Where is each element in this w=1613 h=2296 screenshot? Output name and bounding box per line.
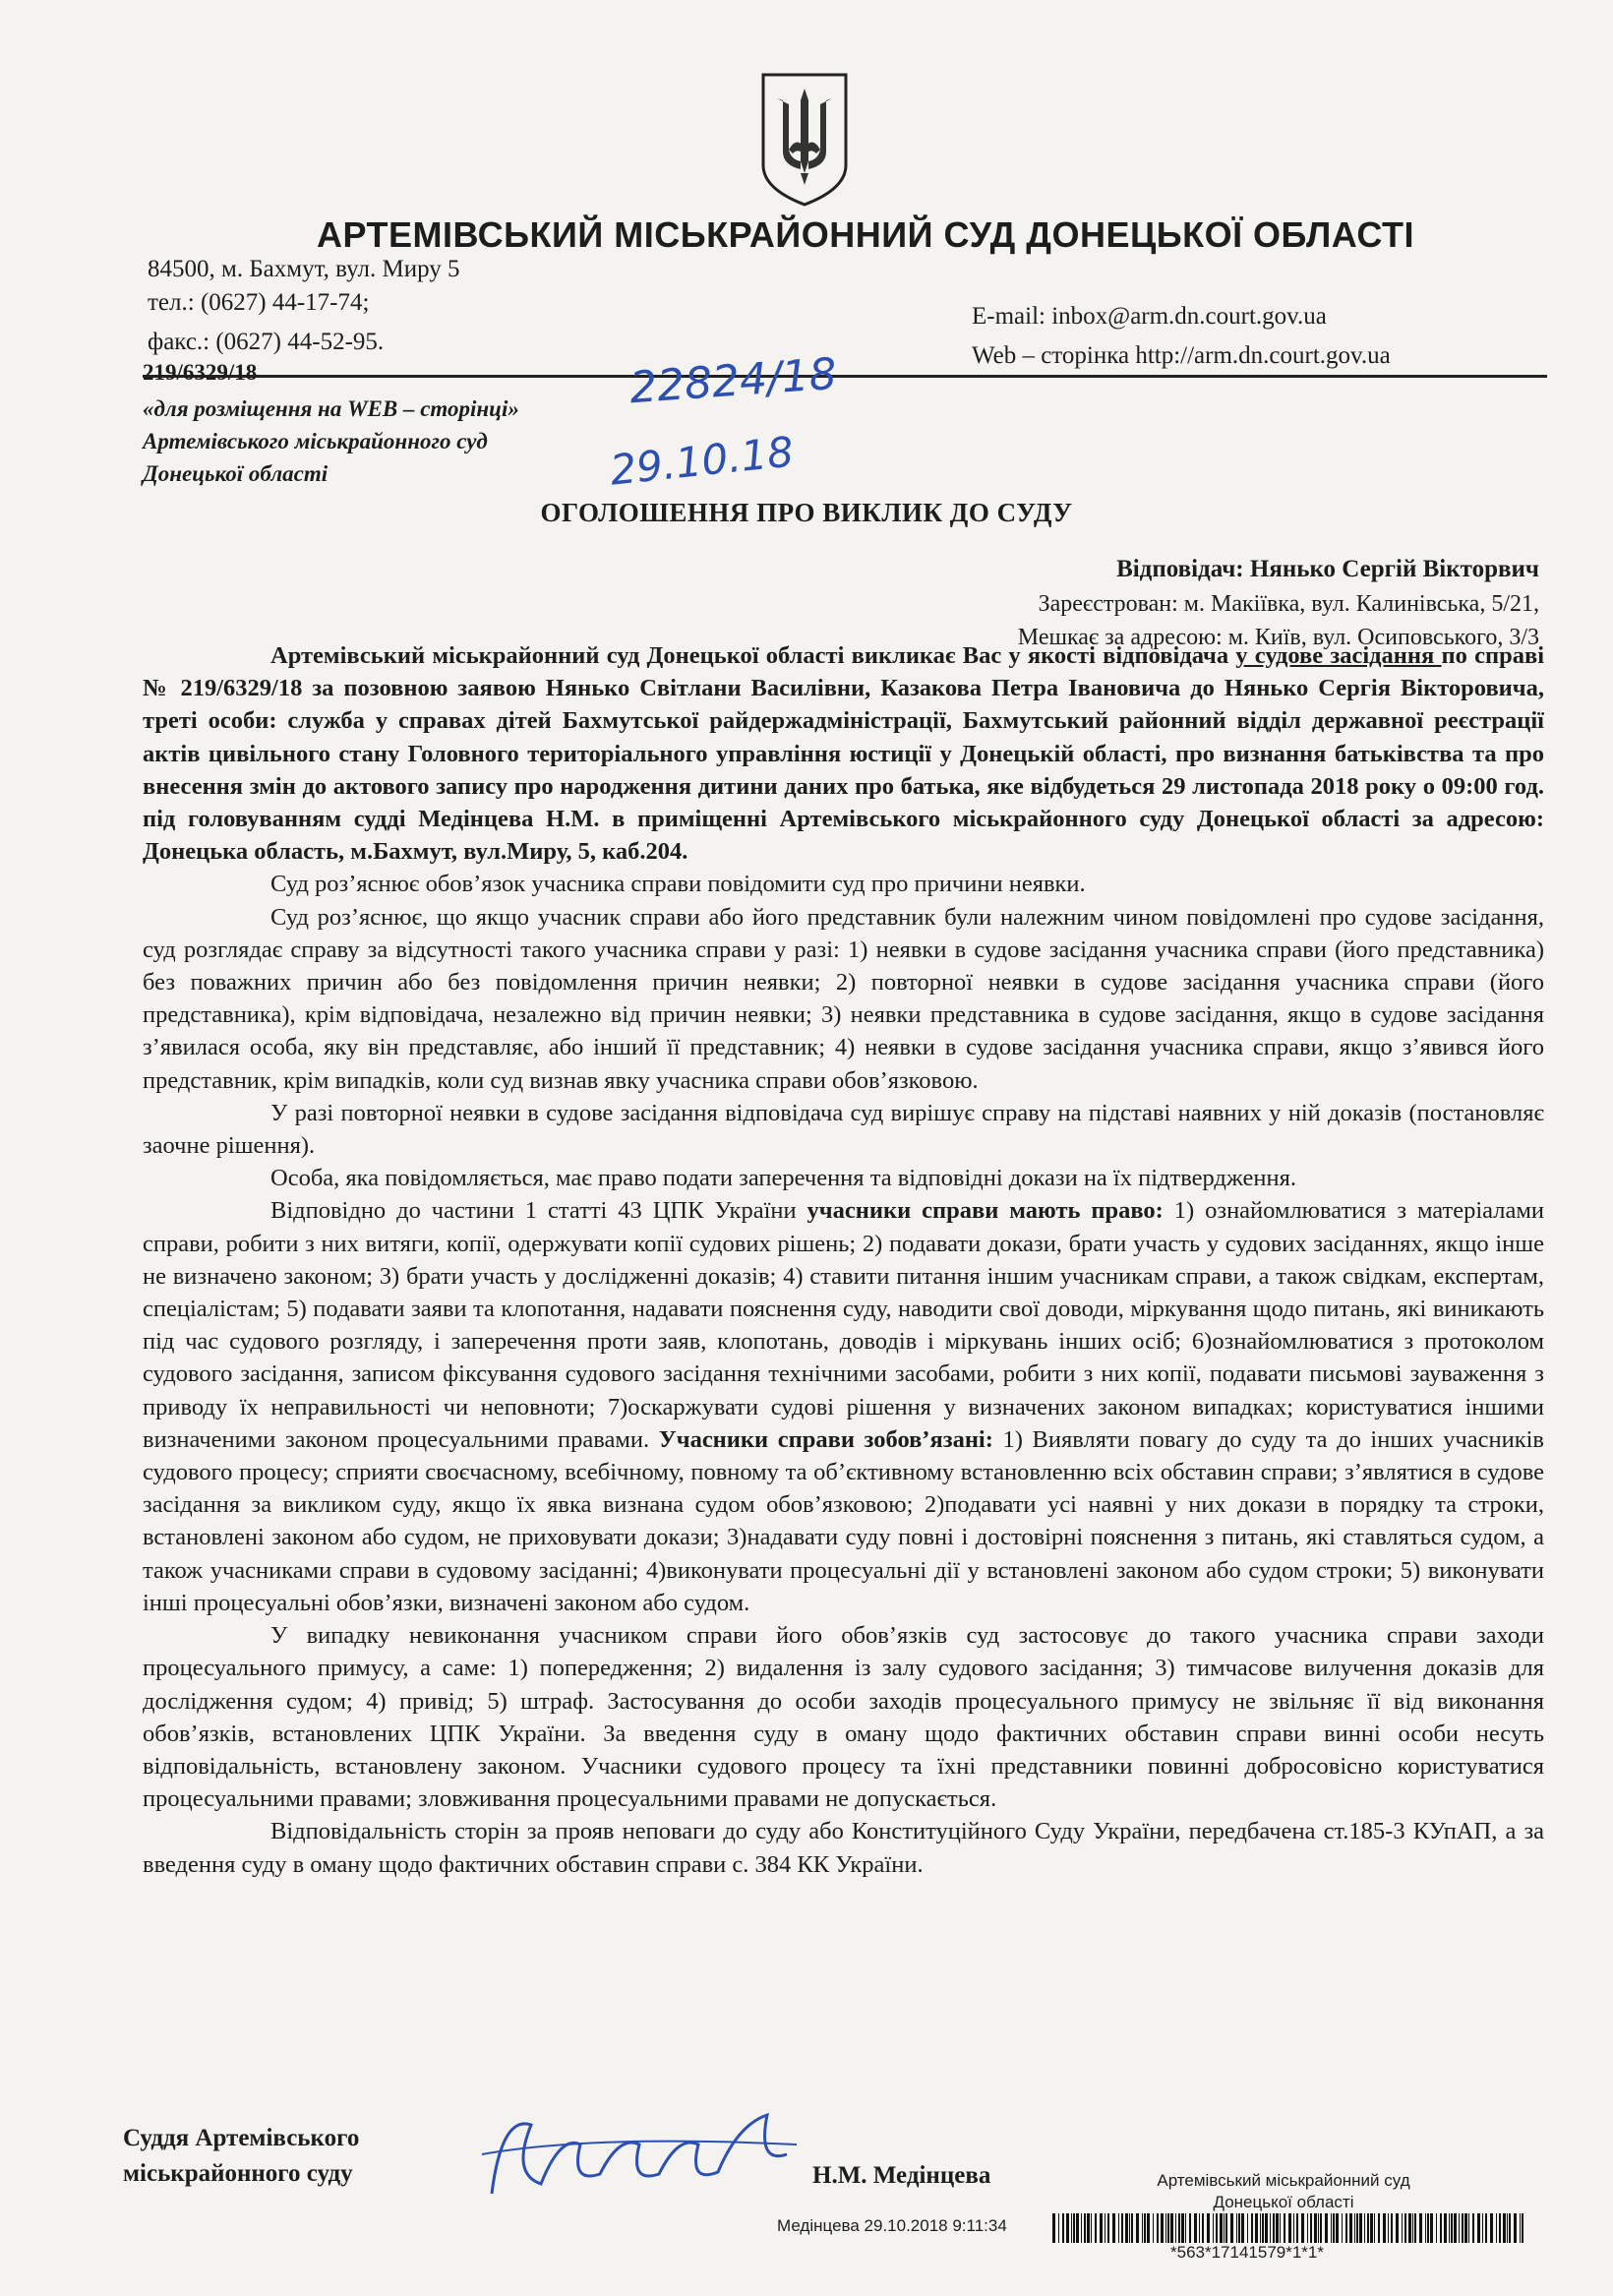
- barcode: [1052, 2213, 1524, 2243]
- electronic-stamp-court: Артемівський міськрайонний суд Донецької області: [1157, 2171, 1410, 2211]
- paragraph-liability: Відповідальність сторін за прояв неповаги до суду або Конституційного Суду України, передбачена ст.185-3 КУпАП, а за введення суду в оману щодо фактичних обставин справи с. 384 КК України.: [143, 1818, 1544, 1878]
- paragraph-absence-consequences: Суд роз’яснює, що якщо учасник справи або його представник були належним чином повідомлені про судове засідання, суд розглядає справу за відсутності такого учасника справи у разі: 1) неявки в судове засідання учасника справи (його представника) без поважних причин або без повідомлення причин неявки; 2) повторної неявки в судове засідання учасника справи (його представника), крім відповідача, незалежно від причин неявки; 3) неявки представника в судове засідання, якщо в судове засідання з’явилася особа, яку він представляє, або інший її представник; 4) неявки в судове засідання учасника справи, якщо з’явився його представник, крім випадків, коли суд визнав явку учасника справи обов’язковою.: [143, 903, 1544, 1094]
- paragraph-objection-right: Особа, яка повідомляється, має право подати заперечення та відповідні докази на їх підтвердження.: [270, 1165, 1296, 1192]
- defendant-name: Відповідач: Нянько Сергій Вікторвич: [1116, 556, 1539, 582]
- paragraph-repeated-absence: У разі повторної неявки в судове засідання відповідача суд вирішує справу на підставі наявних у ній доказів (постановляє заочне рішення).: [143, 1099, 1544, 1160]
- judge-name: Н.М. Медінцева: [812, 2162, 991, 2189]
- document-title: ОГОЛОШЕННЯ ПРО ВИКЛИК ДО СУДУ: [540, 498, 1073, 527]
- court-website: Web – сторінка http://arm.dn.court.gov.ua: [972, 342, 1391, 369]
- header-divider: [143, 375, 1547, 378]
- court-phone: тел.: (0627) 44-17-74;: [148, 289, 370, 316]
- court-title: АРТЕМІВСЬКИЙ МІСЬКРАЙОННИЙ СУД ДОНЕЦЬКОЇ ОБЛАСТІ: [317, 214, 1414, 255]
- barcode-number: *563*17141579*1*1*: [1170, 2243, 1324, 2262]
- electronic-stamp-line: Медінцева 29.10.2018 9:11:34: [777, 2216, 1007, 2235]
- web-placement-note: «для розміщення на WEB – сторінці»: [143, 396, 519, 421]
- case-number: 219/6329/18: [143, 360, 258, 385]
- coat-of-arms-emblem: [757, 71, 852, 209]
- defendant-residence-address: Мешкає за адресою: м. Київ, вул. Осиповського, 3/3: [1017, 625, 1539, 650]
- court-name-line-1: Артемівського міськрайонного суд: [143, 429, 488, 453]
- defendant-registered-address: Зареєстрован: м. Макіївка, вул. Калинівська, 5/21,: [1038, 591, 1539, 617]
- handwritten-date: 29.10.18: [607, 427, 797, 495]
- court-name-line-2: Донецької області: [143, 461, 329, 486]
- notice-body: [143, 639, 1544, 1881]
- judge-signature: [472, 2095, 806, 2213]
- court-email: E-mail: inbox@arm.dn.court.gov.ua: [972, 303, 1327, 330]
- paragraph-absence-duty: Суд роз’яснює обов’язок учасника справи повідомити суд про причини неявки.: [270, 871, 1086, 898]
- summons-paragraph: Артемівський міськрайонний суд Донецької області викликає Вас у якості відповідача у судове засідання по справі № 219/6329/18 за позовною заявою Нянько Світлани Василівни, Казакова Петра Івановича до Нянько Сергія Вікторовича, треті особи: служба у справах дітей Бахмутської райдержадміністрації, Бахмутський районний відділ державної реєстрації актів цивільного стану Головного територіального управління юстиції у Донецькій області, про визнання батьківства та про внесення змін до актового запису про народження дитини даних про батька, яке відбудеться 29 листопада 2018 року о 09:00 год. під головуванням судді Медінцева Н.М. в приміщенні Артемівського міськрайонного суду Донецької області за адресою: Донецька область, м.Бахмут, вул.Миру, 5, каб.204.: [143, 642, 1545, 866]
- paragraph-rights-duties: Відповідно до частини 1 статті 43 ЦПК України учасники справи мають право: 1) ознайомлюватися з матеріалами справи, робити з них витяги, копії, одержувати копії судових рішень; 2) подавати докази, брати участь у судових засіданнях, якщо інше не визначено законом; 3) брати участь у дослідженні доказів; 4) ставити питання іншим учасникам справи, а також свідкам, експертам, спеціалістам; 5) подавати заяви та клопотання, надавати пояснення суду, наводити свої доводи, міркування щодо питань, які виникають під час судового розгляду, і заперечення проти заяв, клопотань, доводів і міркувань інших осіб; 6)ознайомлюватися з протоколом судового засідання, записом фіксування судового засідання технічними засобами, робити з них копії, подавати письмові зауваження з приводу їх неправильності чи неповноти; 7)оскаржувати судові рішення у визначених законом випадках; користуватися іншими визначеними законом процесуальними правами. Учасники справи зобов’язані: 1) Виявляти повагу до суду та до інших учасників судового процесу; сприяти своєчасному, всебічному, повному та об’єктивному встановленню всіх обставин справи; з’являтися в судове засідання за викликом суду, якщо їх явка визнана судом обов’язковою; 2)подавати усі наявні у них докази в порядку та строки, встановлені законом або судом, не приховувати докази; 3)надавати суду повні і достовірні пояснення з питань, які ставляться судом, а також учасниками справи в судовому засіданні; 4)виконувати процесуальні дії у встановлені законом або судом строки; 5) виконувати інші процесуальні обов’язки, визначені законом або судом.: [143, 1197, 1544, 1616]
- handwritten-registration-number: 22824/18: [627, 348, 839, 414]
- paragraph-coercive-measures: У випадку невиконання учасником справи його обов’язків суд застосовує до такого учасника справи заходи процесуального примусу, а саме: 1) попередження; 2) видалення із залу судового засідання; 3) тимчасове вилучення доказів для дослідження судом; 4) привід; 5) штраф. Застосування до особи заходів процесуального примусу не звільняє її від виконання обов’язків, встановлених ЦПК України. За введення суду в оману щодо фактичних обставин справи винні особи несуть відповідальність, встановлену законом. Учасники судового процесу та їхні представники повинні добросовісно користуватися процесуальними правами; зловживання процесуальними правами не допускається.: [143, 1622, 1544, 1813]
- court-fax: факс.: (0627) 44-52-95.: [148, 329, 385, 355]
- court-address: 84500, м. Бахмут, вул. Миру 5: [148, 256, 460, 282]
- judge-title: Суддя Артемівського міськрайонного суду: [123, 2125, 360, 2187]
